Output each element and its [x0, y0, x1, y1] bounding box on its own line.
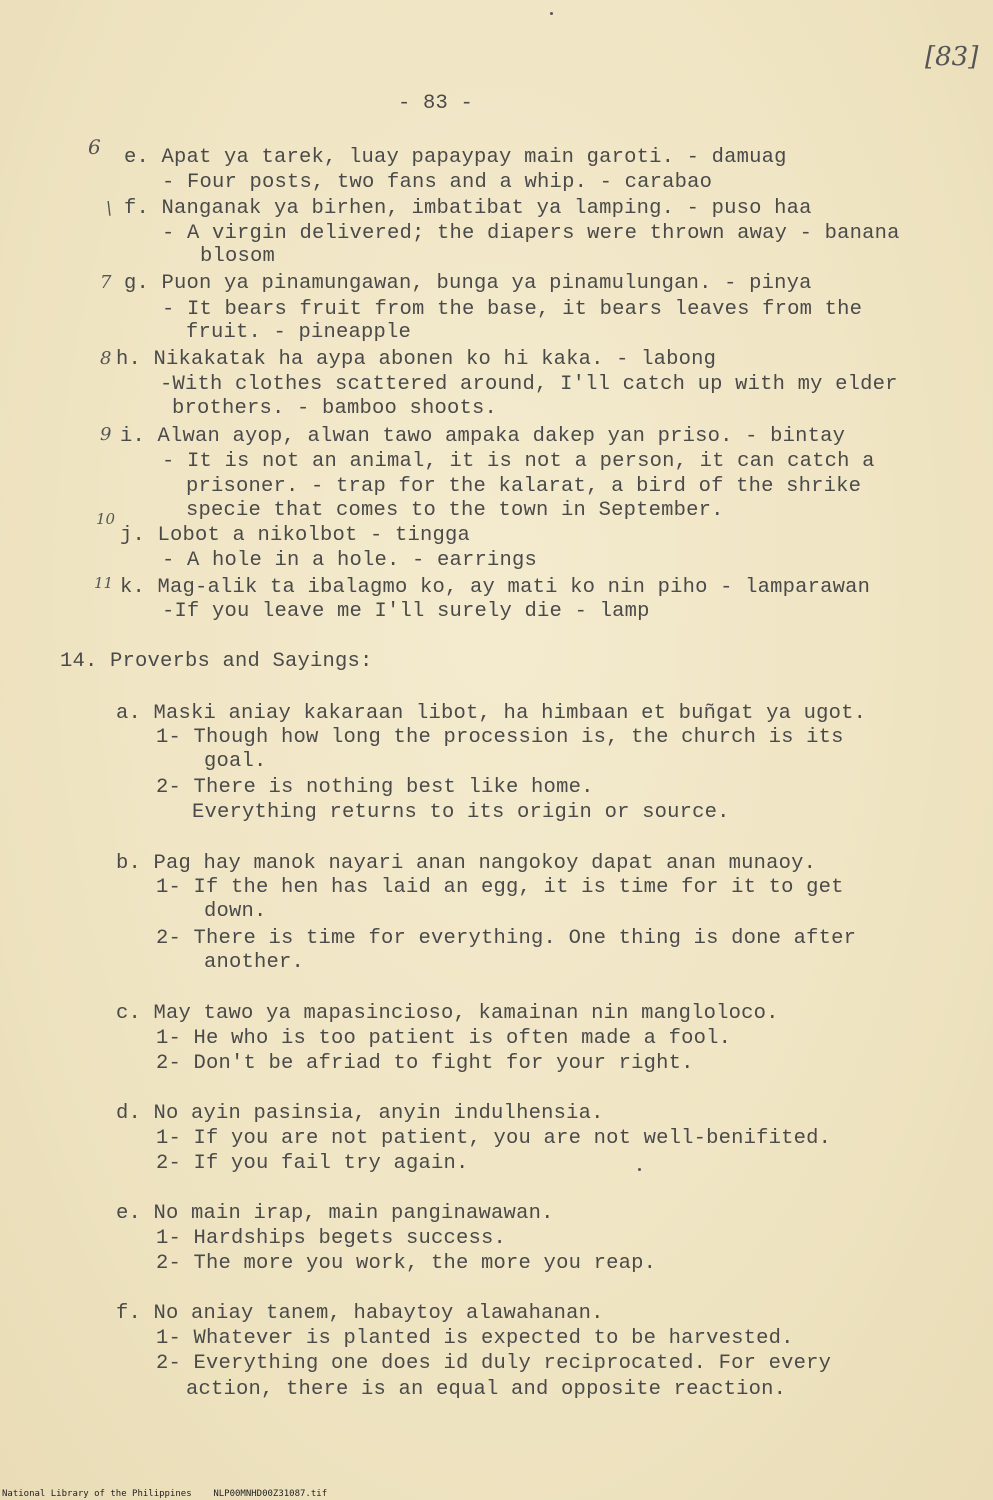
scan-footer: National Library of the Philippines NLP00MNHD00Z31087.tif [2, 1489, 328, 1499]
proverb-e-line-1: e. No main irap, main panginawawan. [116, 1202, 554, 1225]
proverb-d-line-2: 1- If you are not patient, you are not well-benifited. [156, 1127, 832, 1150]
proverb-f-line-4: action, there is an equal and opposite reaction. [186, 1378, 787, 1401]
proverb-b-line-3: down. [204, 900, 267, 923]
riddle-g-mark: 7 [100, 272, 112, 293]
proverb-e-line-2: 1- Hardships begets success. [156, 1227, 507, 1250]
proverb-c-line-2: 1- He who is too patient is often made a fool. [156, 1027, 732, 1050]
proverb-c-line-1: c. May tawo ya mapasincioso, kamainan nin mangloloco. [116, 1002, 779, 1025]
riddle-g-line-3: fruit. - pineapple [186, 321, 412, 344]
proverb-f-line-3: 2- Everything one does id duly reciprocated. For every [156, 1352, 832, 1375]
page-number: - 83 - [398, 92, 474, 115]
proverb-b-line-2: 1- If the hen has laid an egg, it is time for it to get [156, 876, 844, 899]
riddle-j-line-1: j. Lobot a nikolbot - tingga [120, 524, 471, 547]
riddle-f-line-3: blosom [200, 245, 276, 268]
proverb-a-line-5: Everything returns to its origin or source. [192, 801, 730, 824]
riddle-i-line-3: prisoner. - trap for the kalarat, a bird of the shrike [186, 475, 862, 498]
riddle-k-mark: 11 [94, 574, 114, 592]
proverb-c-line-3: 2- Don't be afriad to fight for your right. [156, 1052, 694, 1075]
riddle-k-line-2: -If you leave me I'll surely die - lamp [162, 600, 650, 623]
proverb-a-line-1: a. Maski aniay kakaraan libot, ha himbaan et buñgat ya ugot. [116, 702, 867, 725]
proverb-d-line-3: 2- If you fail try again. [156, 1152, 469, 1175]
riddle-j-line-2: - A hole in a hole. - earrings [162, 549, 538, 572]
top-punch-mark [550, 12, 553, 15]
riddle-f-line-1: f. Nanganak ya birhen, imbatibat ya lamping. - puso haa [124, 197, 812, 220]
riddle-j-mark: 10 [96, 510, 116, 528]
proverb-f-line-2: 1- Whatever is planted is expected to be harvested. [156, 1327, 794, 1350]
proverb-b-line-4: 2- There is time for everything. One thing is done after [156, 927, 857, 950]
proverb-b-line-5: another. [204, 951, 305, 974]
proverb-f-line-1: f. No aniay tanem, habaytoy alawahanan. [116, 1302, 604, 1325]
proverb-d-line-1: d. No ayin pasinsia, anyin indulhensia. [116, 1102, 604, 1125]
riddle-h-line-1: h. Nikakatak ha aypa abonen ko hi kaka. - labong [116, 348, 717, 371]
proverb-e-line-3: 2- The more you work, the more you reap. [156, 1252, 657, 1275]
riddle-h-mark: 8 [100, 348, 112, 369]
riddle-i-line-2: - It is not an animal, it is not a person, it can catch a [162, 450, 875, 473]
proverb-a-line-4: 2- There is nothing best like home. [156, 776, 594, 799]
stray-ink-mark [638, 1168, 641, 1171]
proverb-a-line-2: 1- Though how long the procession is, the church is its [156, 726, 844, 749]
riddle-e-line-1: e. Apat ya tarek, luay papaypay main garoti. - damuag [124, 146, 787, 169]
riddle-k-line-1: k. Mag-alik ta ibalagmo ko, ay mati ko nin piho - lamparawan [120, 576, 871, 599]
riddle-h-line-3: brothers. - bamboo shoots. [172, 397, 498, 420]
riddle-e-line-2: - Four posts, two fans and a whip. - carabao [162, 171, 713, 194]
section-heading-proverbs: 14. Proverbs and Sayings: [60, 650, 373, 673]
proverb-b-line-1: b. Pag hay manok nayari anan nangokoy dapat anan munaoy. [116, 852, 817, 875]
riddle-h-line-2: -With clothes scattered around, I'll catch up with my elder [160, 373, 898, 396]
riddle-f-mark: \ [106, 198, 113, 219]
handwritten-page-ref: [83] [925, 42, 979, 72]
riddle-i-line-4: specie that comes to the town in September. [186, 499, 724, 522]
riddle-f-line-2: - A virgin delivered; the diapers were thrown away - banana [162, 222, 900, 245]
riddle-g-line-2: - It bears fruit from the base, it bears leaves from the [162, 298, 863, 321]
riddle-e-mark: 6 [88, 135, 101, 159]
riddle-i-mark: 9 [100, 424, 112, 445]
riddle-g-line-1: g. Puon ya pinamungawan, bunga ya pinamulungan. - pinya [124, 272, 812, 295]
riddle-i-line-1: i. Alwan ayop, alwan tawo ampaka dakep yan priso. - bintay [120, 425, 846, 448]
proverb-a-line-3: goal. [204, 750, 267, 773]
